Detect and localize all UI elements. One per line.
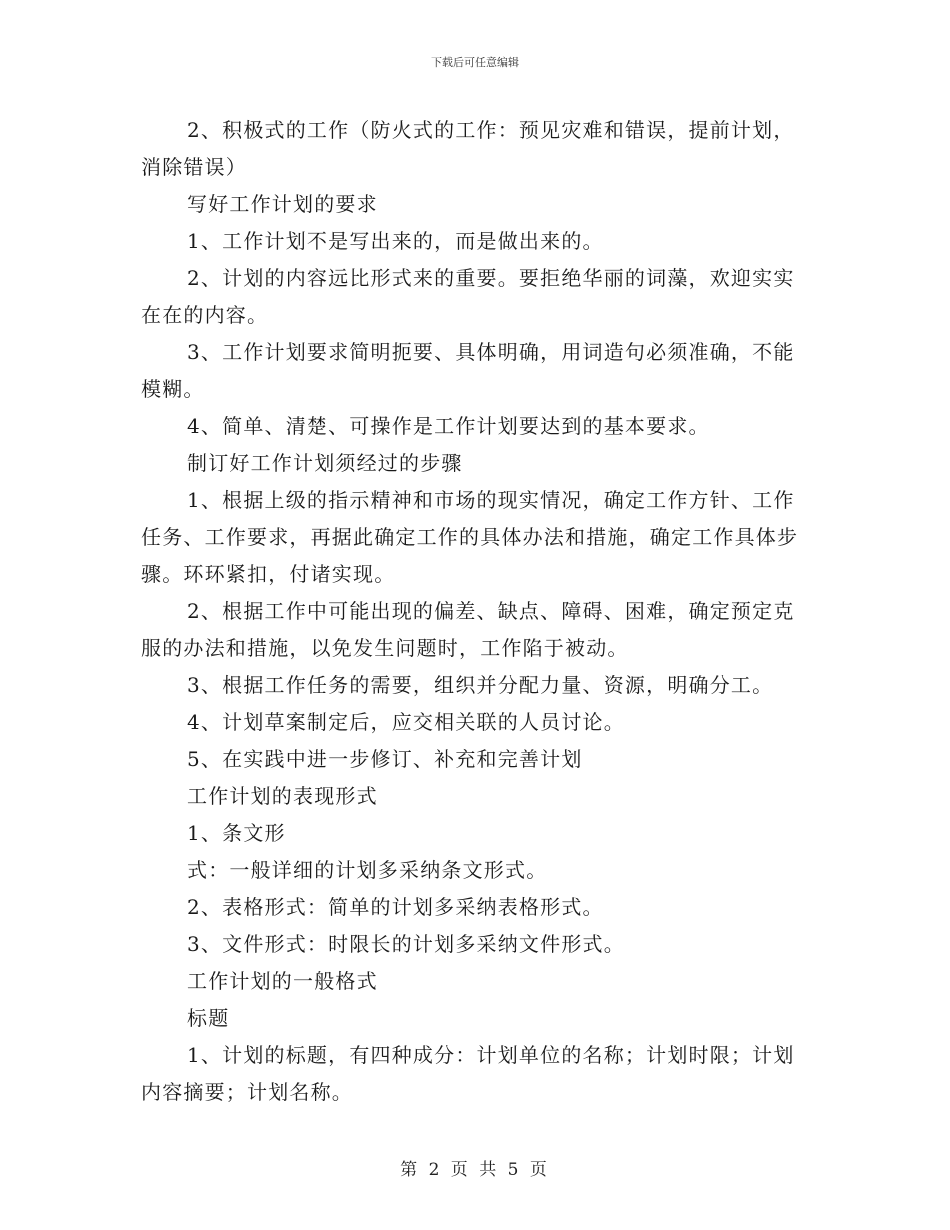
paragraph: 2、计划的内容远比形式来的重要。要拒绝华丽的词藻，欢迎实实在在的内容。 xyxy=(141,266,795,327)
document-body xyxy=(141,112,811,1111)
paragraph: 4、计划草案制定后，应交相关联的人员讨论。 xyxy=(187,710,625,734)
section-heading: 写好工作计划的要求 xyxy=(187,192,378,216)
paragraph: 3、工作计划要求简明扼要、具体明确，用词造句必须准确，不能模糊。 xyxy=(141,340,795,401)
paragraph: 1、工作计划不是写出来的，而是做出来的。 xyxy=(187,229,604,253)
paragraph: 2、积极式的工作（防火式的工作：预见灾难和错误，提前计划，消除错误） xyxy=(141,118,795,179)
section-heading: 工作计划的表现形式 xyxy=(187,784,378,808)
page-number: 第 2 页 共 5 页 xyxy=(400,1160,550,1180)
section-heading: 工作计划的一般格式 xyxy=(187,969,378,993)
paragraph: 1、根据上级的指示精神和市场的现实情况，确定工作方针、工作任务、工作要求，再据此确定工作的具体办法和措施，确定工作具体步骤。环环紧扣，付诸实现。 xyxy=(141,488,799,586)
paragraph: 5、在实践中进一步修订、补充和完善计划 xyxy=(187,747,583,771)
paragraph: 2、根据工作中可能出现的偏差、缺点、障碍、困难，确定预定克服的办法和措施，以免发生问题时，工作陷于被动。 xyxy=(141,599,795,660)
paragraph: 3、根据工作任务的需要，组织并分配力量、资源，明确分工。 xyxy=(187,673,774,697)
section-heading: 标题 xyxy=(187,1006,230,1030)
paragraph: 1、条文形 xyxy=(187,821,286,845)
paragraph: 1、计划的标题，有四种成分：计划单位的名称；计划时限；计划内容摘要；计划名称。 xyxy=(141,1043,795,1104)
paragraph: 3、文件形式：时限长的计划多采纳文件形式。 xyxy=(187,932,625,956)
paragraph: 2、表格形式：简单的计划多采纳表格形式。 xyxy=(187,895,604,919)
paragraph: 4、简单、清楚、可操作是工作计划要达到的基本要求。 xyxy=(187,414,710,438)
section-heading: 制订好工作计划须经过的步骤 xyxy=(187,451,463,475)
paragraph: 式：一般详细的计划多采纳条文形式。 xyxy=(187,858,548,882)
page-header: 下载后可任意编辑 xyxy=(431,56,519,69)
